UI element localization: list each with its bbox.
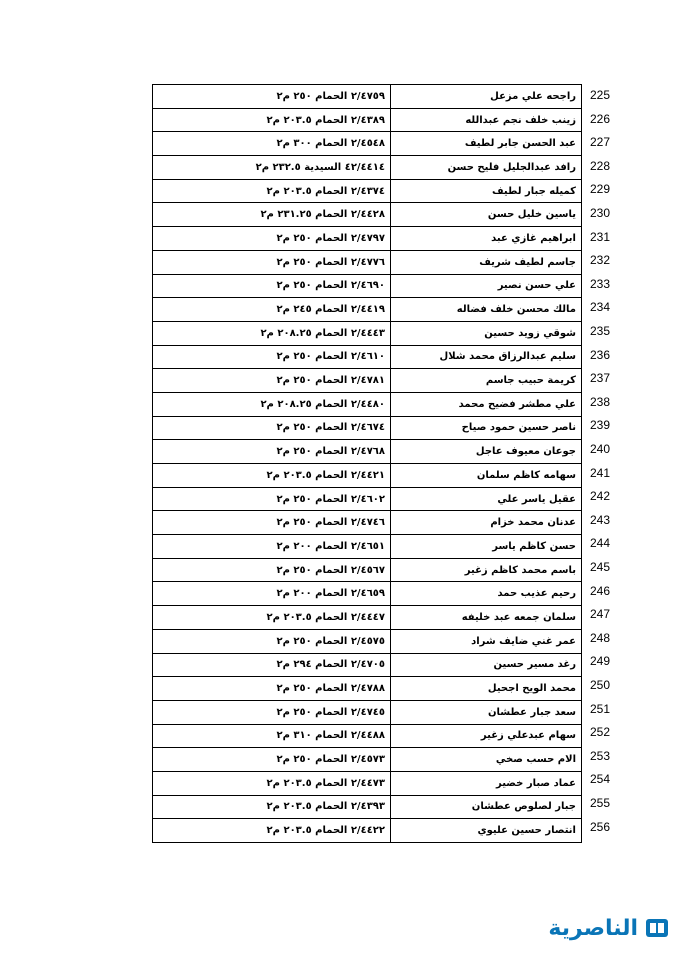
table-row	[153, 487, 582, 511]
row-number: 225	[589, 88, 611, 102]
cell-name: الام حسب صخي	[391, 748, 582, 772]
cell-name: جوعان معيوف عاجل	[391, 440, 582, 464]
logo-text: الناصرية	[548, 915, 638, 941]
cell-name: رحيم عذيب حمد	[391, 582, 582, 606]
cell-name: عبد الحسن جابر لطيف	[391, 132, 582, 156]
cell-value-text: ٢/٤٧٩٧ الحمام ٢٥٠ م٢	[276, 232, 385, 244]
cell-value-text: ٢/٤٦٩٠ الحمام ٢٥٠ م٢	[276, 280, 385, 292]
cell-value	[153, 487, 391, 511]
cell-name: شوقي زويد حسين	[391, 321, 582, 345]
cell-name: كميله جبار لطيف	[391, 179, 582, 203]
table-row	[153, 771, 582, 795]
cell-value-text: ٢/٤٤٤٣ الحمام ٢٠٨.٢٥ م٢	[260, 327, 385, 339]
site-logo	[530, 904, 670, 952]
row-number: 233	[589, 276, 611, 291]
cell-value	[153, 108, 391, 132]
cell-name: جبار لصلوص عطشان	[391, 795, 582, 819]
cell-name: انتصار حسين عليوي	[391, 819, 582, 843]
cell-value-text: ٤٢/٤٤١٤ السيدية ٢٣٢.٥ م٢	[255, 161, 385, 173]
row-number: 249	[589, 654, 611, 669]
row-number: 242	[589, 489, 611, 504]
cell-value-text: ٢/٤٦٥١ الحمام ٢٠٠ م٢	[276, 540, 385, 552]
row-number: 238	[589, 394, 611, 409]
cell-name: عدنان محمد خزام	[391, 511, 582, 535]
cell-value	[153, 653, 391, 677]
row-number: 239	[589, 418, 611, 433]
table-row	[153, 108, 582, 132]
cell-name: عماد صبار خضير	[391, 771, 582, 795]
table-row	[153, 274, 582, 298]
cell-name: كريمة حبيب جاسم	[391, 369, 582, 393]
row-number: 251	[589, 701, 611, 716]
table-row	[153, 748, 582, 772]
row-number: 246	[589, 583, 611, 598]
cell-value-text: ٢/٤٦١٠ الحمام ٢٥٠ م٢	[276, 351, 385, 363]
cell-name: ابراهيم غازي عبد	[391, 227, 582, 251]
cell-value	[153, 369, 391, 393]
cell-value-text: ٢/٤٤٢١ الحمام ٢٠٣.٥ م٢	[266, 469, 385, 481]
cell-value-text: ٢/٤٣٧٤ الحمام ٢٠٣.٥ م٢	[266, 185, 385, 197]
cell-value	[153, 606, 391, 630]
row-number: 252	[589, 725, 611, 740]
records-body	[153, 85, 582, 843]
row-number: 253	[589, 748, 611, 763]
cell-name: محمد الويح اجحيل	[391, 677, 582, 701]
table-row	[153, 653, 582, 677]
cell-value	[153, 440, 391, 464]
table-row	[153, 535, 582, 559]
cell-name: مالك محسن خلف فضاله	[391, 298, 582, 322]
cell-value-text: ٢/٤٧٨١ الحمام ٢٥٠ م٢	[276, 375, 385, 387]
cell-value	[153, 250, 391, 274]
row-number: 255	[589, 796, 611, 810]
table-row	[153, 629, 582, 653]
table-row	[153, 582, 582, 606]
cell-value-text: ٢/٤٧٥٩ الحمام ٢٥٠ م٢	[276, 90, 385, 102]
cell-name: سهامه كاظم سلمان	[391, 464, 582, 488]
row-number: 231	[589, 229, 611, 244]
cell-value-text: ٢/٤٥٧٣ الحمام ٢٥٠ م٢	[276, 754, 385, 766]
cell-value-text: ٢/٤٥٤٨ الحمام ٣٠٠ م٢	[276, 138, 385, 150]
cell-value-text: ٢/٤٦٠٢ الحمام ٢٥٠ م٢	[276, 493, 385, 505]
cell-name: راجحه علي مزعل	[391, 85, 582, 109]
table-row	[153, 203, 582, 227]
cell-value-text: ٢/٤٦٥٩ الحمام ٢٠٠ م٢	[276, 588, 385, 600]
table-row	[153, 298, 582, 322]
table-row	[153, 85, 582, 109]
cell-value	[153, 677, 391, 701]
cell-value-text: ٢/٤٣٩٣ الحمام ٢٠٣.٥ م٢	[266, 801, 385, 813]
cell-name: باسم محمد كاظم زغير	[391, 558, 582, 582]
table-row	[153, 795, 582, 819]
cell-value	[153, 85, 391, 109]
row-number: 230	[589, 206, 611, 220]
table-row	[153, 819, 582, 843]
cell-name: علي حسن نصير	[391, 274, 582, 298]
row-number: 240	[589, 442, 611, 456]
cell-value-text: ٢/٤٧٤٥ الحمام ٢٥٠ م٢	[276, 706, 385, 718]
row-number: 234	[589, 300, 611, 315]
table-row	[153, 558, 582, 582]
cell-value-text: ٢/٤٤٧٣ الحمام ٢٠٣.٥ م٢	[266, 777, 385, 789]
row-number: 228	[589, 158, 611, 173]
row-number: 245	[589, 560, 611, 574]
table-row	[153, 321, 582, 345]
cell-value	[153, 156, 391, 180]
cell-name: علي مطشر فضيح محمد	[391, 392, 582, 416]
row-number: 243	[589, 512, 611, 527]
cell-value-text: ٢/٤٤٤٧ الحمام ٢٠٣.٥ م٢	[266, 611, 385, 623]
cell-name: ناصر حسين حمود صياح	[391, 416, 582, 440]
cell-name: سليم عبدالرزاق محمد شلال	[391, 345, 582, 369]
cell-value-text: ٢/٤٥٧٥ الحمام ٢٥٠ م٢	[276, 635, 385, 647]
records-table	[152, 84, 582, 843]
cell-value	[153, 321, 391, 345]
cell-value	[153, 819, 391, 843]
row-number: 256	[589, 819, 611, 834]
table-row	[153, 724, 582, 748]
row-number: 244	[589, 536, 611, 551]
cell-name: جاسم لطيف شريف	[391, 250, 582, 274]
cell-name: سلمان جمعه عبد خليفه	[391, 606, 582, 630]
row-number: 250	[589, 678, 611, 692]
cell-value-text: ٢/٤٤٨٠ الحمام ٢٠٨.٢٥ م٢	[260, 398, 385, 410]
table-row	[153, 677, 582, 701]
table-row	[153, 606, 582, 630]
cell-value	[153, 629, 391, 653]
row-number: 229	[589, 182, 611, 197]
cell-name: سهام عبدعلي زغير	[391, 724, 582, 748]
cell-value	[153, 203, 391, 227]
cell-value-text: ٢/٤٤١٩ الحمام ٢٤٥ م٢	[276, 304, 385, 316]
cell-name: رغد مسير حسين	[391, 653, 582, 677]
table-row	[153, 369, 582, 393]
row-number: 227	[589, 135, 611, 150]
table-row	[153, 392, 582, 416]
table-row	[153, 132, 582, 156]
cell-value	[153, 535, 391, 559]
cell-value-text: ٢/٤٤٢٨ الحمام ٢٣١.٢٥ م٢	[260, 209, 385, 221]
cell-value-text: ٢/٤٧٨٨ الحمام ٢٥٠ م٢	[276, 683, 385, 695]
table-row	[153, 179, 582, 203]
table-row	[153, 700, 582, 724]
table-row	[153, 227, 582, 251]
cell-value	[153, 700, 391, 724]
cell-value	[153, 748, 391, 772]
cell-value-text: ٢/٤٤٨٨ الحمام ٣١٠ م٢	[276, 730, 385, 742]
cell-value	[153, 464, 391, 488]
row-number: 254	[589, 772, 611, 787]
cell-value-text: ٢/٤٥٦٧ الحمام ٢٥٠ م٢	[276, 564, 385, 576]
cell-name: زينب خلف نجم عبدالله	[391, 108, 582, 132]
row-number: 248	[589, 630, 611, 645]
cell-value	[153, 416, 391, 440]
row-number: 232	[589, 253, 611, 268]
cell-value-text: ٢/٤٧٦٨ الحمام ٢٥٠ م٢	[276, 446, 385, 458]
cell-value-text: ٢/٤٧٠٥ الحمام ٢٩٤ م٢	[276, 659, 385, 671]
row-number: 247	[589, 607, 611, 622]
row-number: 236	[589, 347, 611, 362]
row-number: 226	[589, 111, 611, 126]
cell-value	[153, 392, 391, 416]
cell-value	[153, 227, 391, 251]
cell-value	[153, 274, 391, 298]
cell-value-text: ٢/٤٣٨٩ الحمام ٢٠٣.٥ م٢	[266, 114, 385, 126]
cell-value	[153, 298, 391, 322]
cell-name: ياسين خليل حسن	[391, 203, 582, 227]
logo-icon	[644, 915, 670, 941]
cell-value-text: ٢/٤٤٢٢ الحمام ٢٠٣.٥ م٢	[266, 825, 385, 837]
table-row	[153, 440, 582, 464]
cell-value-text: ٢/٤٦٧٤ الحمام ٢٥٠ م٢	[276, 422, 385, 434]
table-row	[153, 416, 582, 440]
cell-value	[153, 345, 391, 369]
row-number: 241	[589, 465, 611, 480]
cell-value-text: ٢/٤٧٧٦ الحمام ٢٥٠ م٢	[276, 256, 385, 268]
cell-value	[153, 511, 391, 535]
cell-value	[153, 795, 391, 819]
table-row	[153, 511, 582, 535]
cell-value-text: ٢/٤٧٤٦ الحمام ٢٥٠ م٢	[276, 517, 385, 529]
cell-value	[153, 724, 391, 748]
cell-name: عقيل ياسر علي	[391, 487, 582, 511]
cell-value	[153, 771, 391, 795]
table-row	[153, 345, 582, 369]
cell-value	[153, 582, 391, 606]
cell-value	[153, 132, 391, 156]
cell-name: سعد جبار عطشان	[391, 700, 582, 724]
row-number: 235	[589, 324, 611, 338]
cell-name: عمر غني ضايف شراد	[391, 629, 582, 653]
table-row	[153, 156, 582, 180]
cell-value	[153, 179, 391, 203]
cell-value	[153, 558, 391, 582]
table-row	[153, 464, 582, 488]
table-row	[153, 250, 582, 274]
cell-name: حسن كاظم ياسر	[391, 535, 582, 559]
row-number: 237	[589, 371, 611, 386]
cell-name: رافد عبدالجليل فليح حسن	[391, 156, 582, 180]
